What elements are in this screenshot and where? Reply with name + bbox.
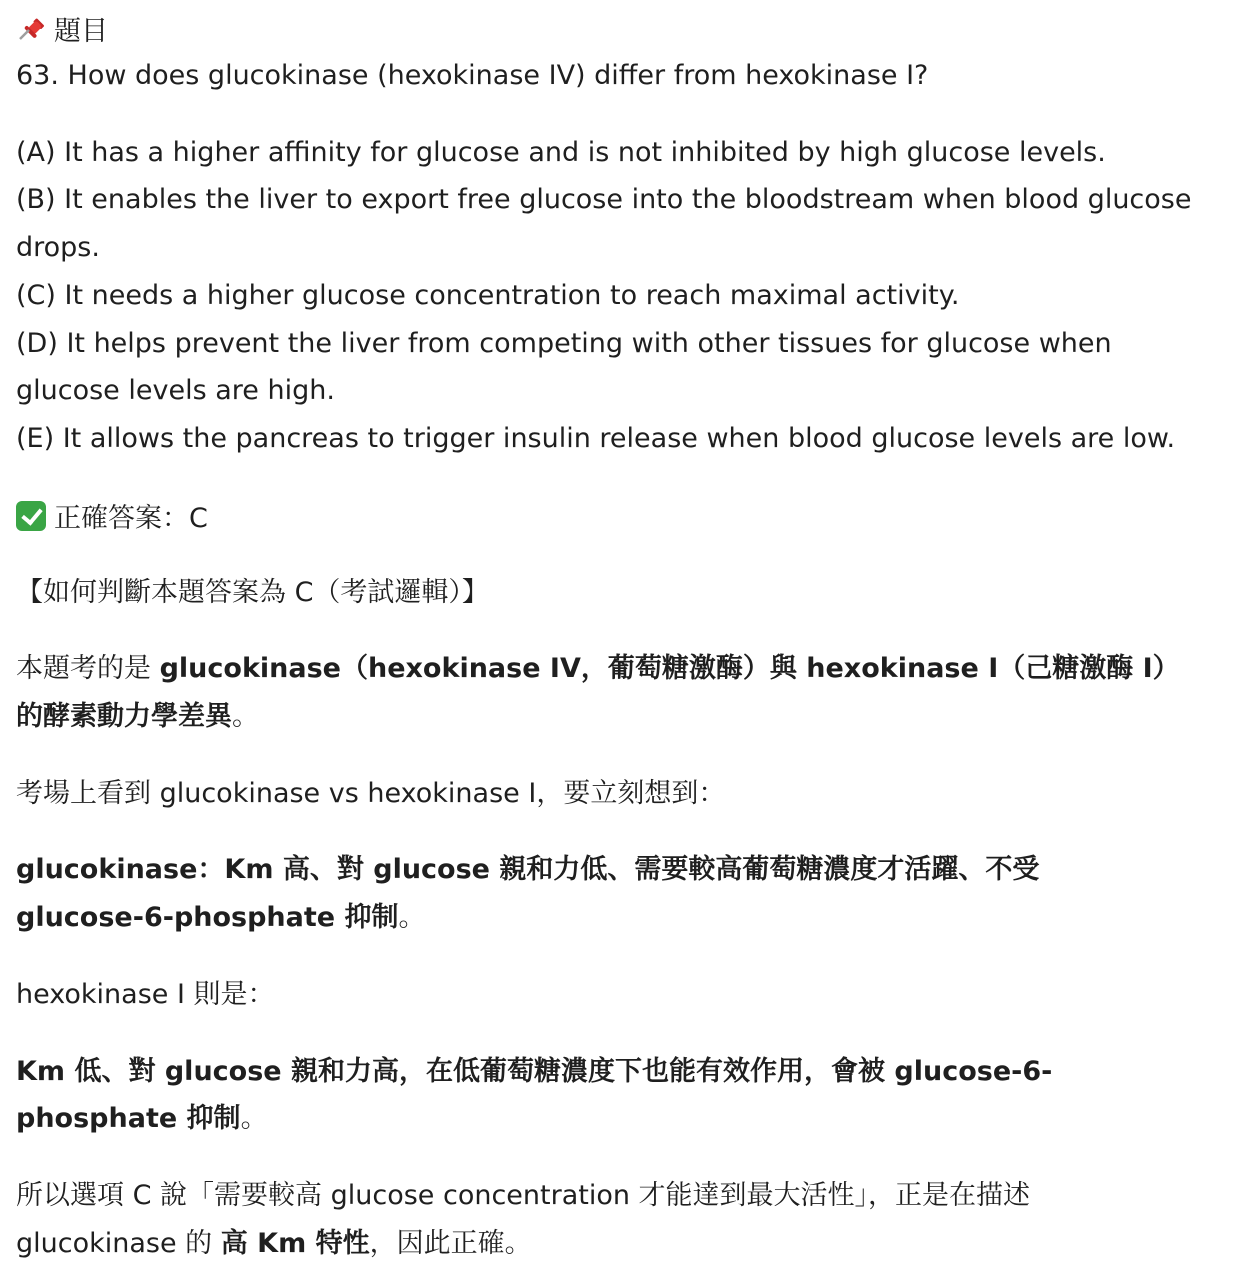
paragraph-5-line2 — [16, 1095, 1227, 1143]
p6-bold: 高 Km 特性 — [220, 1227, 370, 1259]
p1-bold-2: 的酵素動力學差異 — [16, 701, 232, 733]
document-page — [0, 4, 1243, 1284]
p6-part-a: glucokinase 的 — [16, 1227, 221, 1259]
option-c: (C) It needs a higher glucose concentration to reach maximal activity. — [16, 279, 960, 311]
checkmark-icon — [16, 501, 46, 531]
option-d-line1: (D) It helps prevent the liver from competing with other tissues for glucose when — [16, 327, 1112, 359]
p6-part-c: ，因此正確。 — [369, 1227, 532, 1259]
p5-bold-2: phosphate 抑制 — [16, 1103, 241, 1135]
paragraph-3-line2 — [16, 894, 1227, 942]
option-e: (E) It allows the pancreas to trigger insulin release when blood glucose levels are low. — [16, 422, 1176, 454]
p5-tail: 。 — [240, 1103, 268, 1135]
pushpin-icon — [16, 13, 46, 43]
title-row — [16, 4, 1227, 52]
p3-tail: 。 — [398, 902, 426, 934]
p1-tail: 。 — [232, 701, 259, 733]
paragraph-1-line2 — [16, 693, 1227, 741]
paragraph-6-line2 — [16, 1220, 1227, 1268]
p3-bold-2: glucose-6-phosphate 抑制 — [16, 902, 399, 934]
option-d-line2: glucose levels are high. — [16, 375, 335, 407]
paragraph-3-line1 — [16, 846, 1227, 894]
option-b-line1: (B) It enables the liver to export free glucose into the bloodstream when blood glucose — [16, 184, 1192, 216]
p1-plain: 本題考的是 — [16, 653, 160, 685]
answer-text: 正確答案：C — [54, 503, 208, 535]
option-a: (A) It has a higher affinity for glucose and is not inhibited by high glucose levels. — [16, 136, 1106, 168]
paragraph-1-line1 — [16, 645, 1227, 693]
paragraph-4: hexokinase I 則是： — [16, 978, 275, 1010]
paragraph-5-line1 — [16, 1048, 1227, 1096]
answer-row — [16, 492, 1227, 540]
paragraph-6-line1: 所以選項 C 說「需要較高 glucose concentration 才能達到最大活性」，正是在描述 — [16, 1179, 1031, 1211]
p5-bold-1: Km 低、對 glucose 親和力高，在低葡萄糖濃度下也能有效作用，會被 glucose-6- — [16, 1055, 1053, 1087]
logic-heading: 【如何判斷本題答案為 C（考試邏輯）】 — [16, 576, 489, 608]
paragraph-2: 考場上看到 glucokinase vs hexokinase I，要立刻想到： — [16, 777, 726, 809]
p3-bold-1: glucokinase：Km 高、對 glucose 親和力低、需要較高葡萄糖濃度才活躍、不受 — [16, 854, 1040, 886]
title-text: 題目 — [54, 15, 108, 47]
question-text: 63. How does glucokinase (hexokinase IV) differ from hexokinase I? — [16, 60, 929, 91]
p1-bold: glucokinase（hexokinase IV，葡萄糖激酶）與 hexokinase I（己糖激酶 I） — [159, 653, 1180, 685]
option-b-line2: drops. — [16, 232, 100, 264]
